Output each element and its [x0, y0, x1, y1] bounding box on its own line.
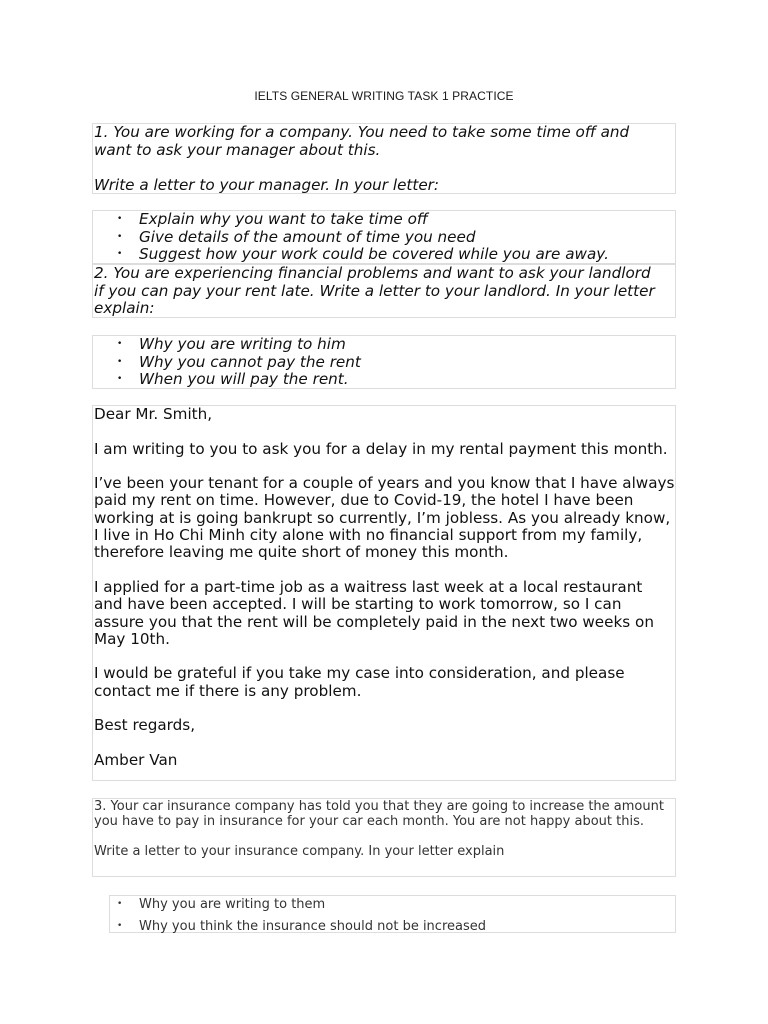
bullet-icon: • [117, 339, 123, 349]
question-1-box [92, 123, 676, 194]
bullet-icon: • [117, 899, 123, 909]
letter-signature: Amber Van [94, 750, 178, 769]
list-item: • Explain why you want to take time off [117, 210, 428, 228]
bullet-icon: • [117, 356, 123, 367]
sample-letter-box [92, 405, 676, 781]
bullet-icon: • [117, 374, 123, 384]
list-item: • Why you are writing to them [117, 897, 326, 912]
question-3-box [92, 798, 676, 877]
question-2-line-1: 2. You are experiencing financial problems and want to ask your landlord [94, 264, 651, 282]
letter-greeting: Dear Mr. Smith, [94, 405, 213, 423]
list-item: • Why you are writing to him [117, 335, 346, 353]
letter-paragraph-4: I would be grateful if you take my case into consideration, and please contact me if there is any problem. [94, 664, 625, 700]
list-item: • Give details of the amount of time you need [117, 227, 476, 246]
question-2-line-3: explain: [94, 299, 155, 317]
question-3-bullet-list [110, 896, 675, 940]
question-3-instruction: Write a letter to your insurance company. In your letter explain [94, 844, 505, 859]
bullet-icon: • [117, 214, 123, 224]
list-item: • Suggest how your work could be covered while you are away. [117, 245, 609, 263]
list-item: • Why you think the insurance should not be increased [117, 919, 486, 934]
bullet-icon: • [117, 249, 123, 259]
question-2-bullets-box [92, 335, 676, 389]
question-2-line-2: if you can pay your rent late. Write a letter to your landlord. In your letter [94, 281, 655, 300]
bullet-icon: • [117, 231, 123, 242]
list-item: • Why you cannot pay the rent [117, 352, 361, 371]
question-1-line-2: want to ask your manager about this. [94, 140, 381, 159]
question-3-text [93, 799, 675, 859]
question-2-box [92, 264, 676, 318]
question-1-line-1: 1. You are working for a company. You need to take some time off and [94, 123, 630, 141]
sample-letter [93, 406, 675, 769]
question-3-bullets-box [109, 895, 676, 933]
question-1-bullets-box [92, 210, 676, 264]
question-1-bullet-list [93, 211, 675, 264]
letter-closing: Best regards, [94, 716, 196, 735]
bullet-icon: • [117, 921, 123, 931]
letter-paragraph-2: I’ve been your tenant for a couple of years and you know that I have always paid my rent on time. However, due to Covid-19, the hotel I have been working at is going bankrupt so currently, I’m jobless. As you already know, I live in Ho Chi Minh city alone with no financial support from my family, therefore leaving me quite short of money this month. [94, 474, 675, 562]
page-title: IELTS GENERAL WRITING TASK 1 PRACTICE [254, 89, 514, 103]
question-1-instruction: Write a letter to your manager. In your letter: [94, 175, 440, 194]
question-2-text [93, 265, 675, 318]
question-2-bullet-list [93, 336, 675, 389]
letter-paragraph-1: I am writing to you to ask you for a delay in my rental payment this month. [94, 439, 668, 458]
letter-paragraph-3: I applied for a part-time job as a waitress last week at a local restaurant and have been accepted. I will be starting to work tomorrow, so I can assure you that the rent will be completely paid in the next two weeks on May 10th. [94, 577, 654, 648]
question-1-text [93, 124, 675, 194]
question-3-prompt: 3. Your car insurance company has told you that they are going to increase the amount you have to pay in insurance for your car each month. You are not happy about this. [94, 799, 664, 829]
list-item: • When you will pay the rent. [117, 370, 349, 388]
